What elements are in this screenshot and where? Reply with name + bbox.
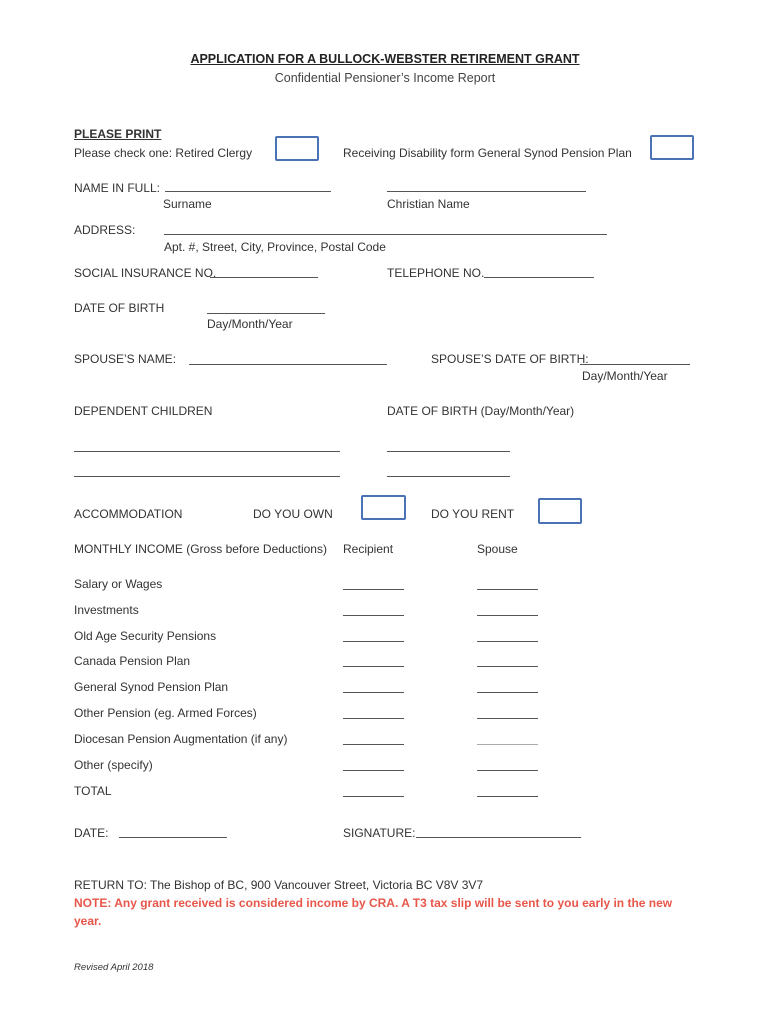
form-subtitle: Confidential Pensioner’s Income Report	[274, 71, 496, 85]
income-row-label: Canada Pension Plan	[74, 654, 191, 668]
accommodation-label: ACCOMMODATION	[74, 507, 183, 521]
address-label: ADDRESS:	[74, 223, 136, 237]
date-field[interactable]	[119, 837, 227, 838]
income-row-label: Diocesan Pension Augmentation (if any)	[74, 732, 288, 746]
spouse-income-field[interactable]	[477, 692, 538, 693]
own-checkbox[interactable]	[361, 495, 406, 520]
spouse-name-field[interactable]	[189, 364, 387, 365]
dob-label: DATE OF BIRTH	[74, 301, 165, 315]
surname-caption: Surname	[163, 197, 212, 211]
spouse-income-field[interactable]	[477, 615, 538, 616]
check-one-label: Please check one: Retired Clergy	[74, 146, 253, 160]
own-label: DO YOU OWN	[253, 507, 333, 521]
note-line-2: year.	[74, 914, 102, 928]
dependent-name-field-2[interactable]	[74, 476, 340, 477]
recipient-income-field[interactable]	[343, 718, 404, 719]
dependent-children-label: DEPENDENT CHILDREN	[74, 404, 213, 418]
name-label: NAME IN FULL:	[74, 181, 161, 195]
recipient-column-header: Recipient	[343, 542, 394, 556]
income-row-label: Other (specify)	[74, 758, 153, 772]
spouse-income-field[interactable]	[477, 744, 538, 745]
address-caption: Apt. #, Street, City, Province, Postal Code	[164, 240, 386, 254]
signature-label: SIGNATURE:	[343, 826, 416, 840]
return-to-text: RETURN TO: The Bishop of BC, 900 Vancouver Street, Victoria BC V8V 3V7	[74, 878, 484, 892]
recipient-total-field[interactable]	[343, 796, 404, 797]
note-line-1: NOTE: Any grant received is considered income by CRA. A T3 tax slip will be sent to you early in the new	[74, 896, 673, 910]
rent-checkbox[interactable]	[538, 498, 582, 524]
recipient-income-field[interactable]	[343, 692, 404, 693]
dependent-dob-label: DATE OF BIRTH (Day/Month/Year)	[387, 404, 575, 418]
spouse-total-field[interactable]	[477, 796, 538, 797]
revised-date: Revised April 2018	[74, 962, 154, 973]
dependent-dob-field-1[interactable]	[387, 451, 510, 452]
surname-field[interactable]	[165, 191, 331, 192]
spouse-dob-caption: Day/Month/Year	[582, 369, 668, 383]
sin-label: SOCIAL INSURANCE NO.	[74, 266, 217, 280]
signature-field[interactable]	[416, 837, 581, 838]
spouse-income-field[interactable]	[477, 589, 538, 590]
form-title: APPLICATION FOR A BULLOCK-WEBSTER RETIREMENT GRANT	[190, 52, 580, 66]
recipient-income-field[interactable]	[343, 770, 404, 771]
christian-name-caption: Christian Name	[387, 197, 470, 211]
income-row-label: Salary or Wages	[74, 577, 163, 591]
spouse-dob-field[interactable]	[580, 364, 690, 365]
dependent-name-field-1[interactable]	[74, 451, 340, 452]
spouse-name-label: SPOUSE’S NAME:	[74, 352, 177, 366]
telephone-label: TELEPHONE NO.	[387, 266, 485, 280]
income-row-label: Old Age Security Pensions	[74, 629, 217, 643]
date-label: DATE:	[74, 826, 109, 840]
recipient-income-field[interactable]	[343, 589, 404, 590]
disability-checkbox[interactable]	[650, 135, 694, 160]
dependent-dob-field-2[interactable]	[387, 476, 510, 477]
dob-field[interactable]	[207, 313, 325, 314]
recipient-income-field[interactable]	[343, 666, 404, 667]
spouse-income-field[interactable]	[477, 641, 538, 642]
telephone-field[interactable]	[484, 277, 594, 278]
recipient-income-field[interactable]	[343, 615, 404, 616]
spouse-dob-label: SPOUSE’S DATE OF BIRTH:	[431, 352, 589, 366]
disability-option-label: Receiving Disability form General Synod Pension Plan	[343, 146, 632, 160]
please-print-heading: PLEASE PRINT	[74, 127, 162, 141]
monthly-income-label: MONTHLY INCOME (Gross before Deductions)	[74, 542, 327, 556]
recipient-income-field[interactable]	[343, 744, 404, 745]
rent-label: DO YOU RENT	[431, 507, 515, 521]
christian-name-field[interactable]	[387, 191, 586, 192]
address-field[interactable]	[164, 234, 607, 235]
spouse-income-field[interactable]	[477, 770, 538, 771]
recipient-income-field[interactable]	[343, 641, 404, 642]
income-row-label: General Synod Pension Plan	[74, 680, 229, 694]
spouse-column-header: Spouse	[477, 542, 518, 556]
income-total-label: TOTAL	[74, 784, 112, 798]
retired-clergy-checkbox[interactable]	[275, 136, 319, 161]
spouse-income-field[interactable]	[477, 718, 538, 719]
dob-caption: Day/Month/Year	[207, 317, 293, 331]
income-row-label: Investments	[74, 603, 139, 617]
sin-field[interactable]	[210, 277, 318, 278]
spouse-income-field[interactable]	[477, 666, 538, 667]
income-row-label: Other Pension (eg. Armed Forces)	[74, 706, 257, 720]
